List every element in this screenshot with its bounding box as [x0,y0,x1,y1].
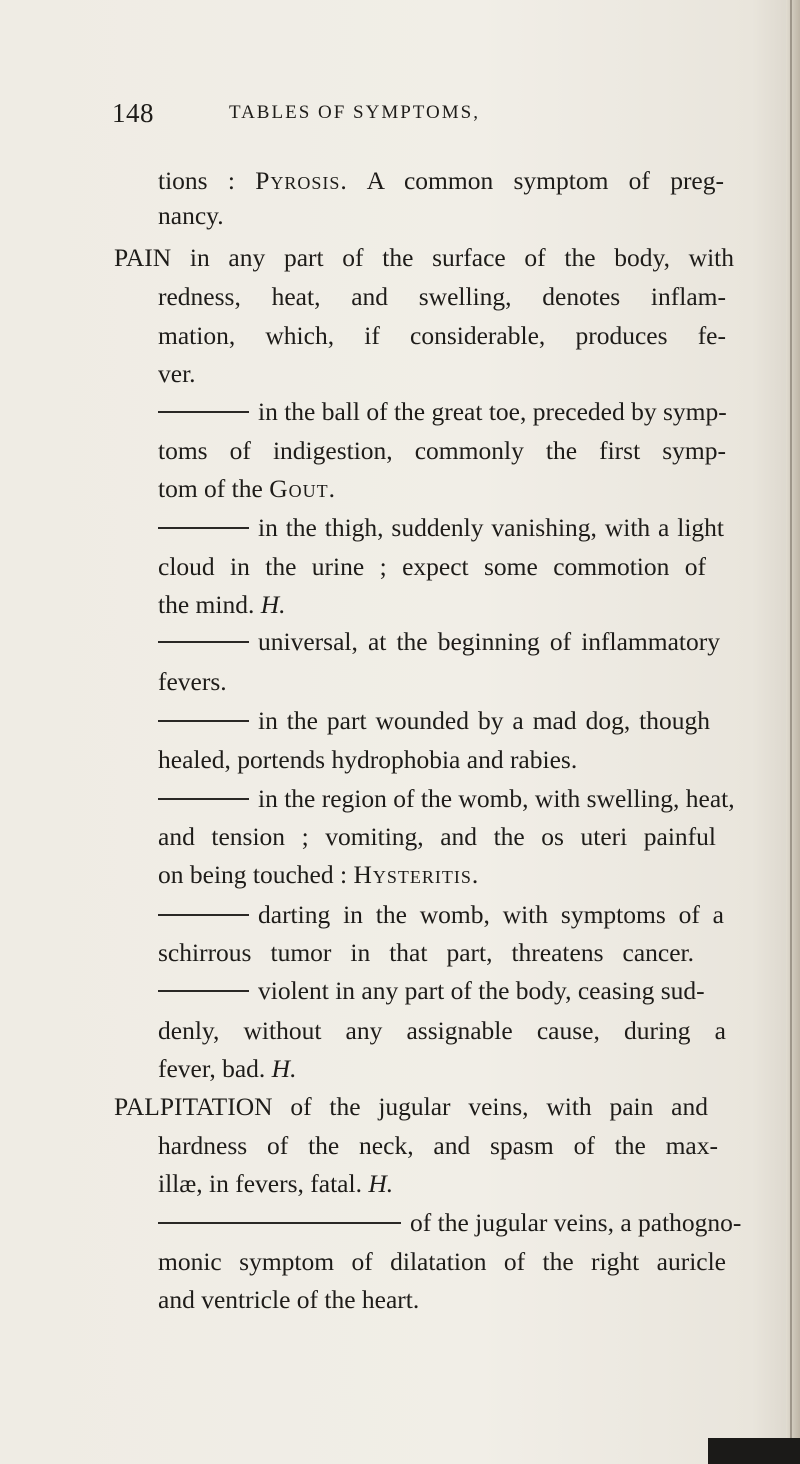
italic-reference: H. [271,1054,297,1083]
page-edge-line [790,0,792,1464]
text-line [114,1092,708,1122]
text-line [158,552,706,582]
text-line [158,938,694,968]
text-run: cloud in the urine ; expect some commotion of [158,552,706,581]
small-caps-term: Pyrosis. [255,166,348,195]
text-line [158,900,724,930]
text-run: tom of the [158,474,270,503]
text-line [158,976,705,1006]
text-line [158,706,710,736]
text-line [158,397,727,427]
ditto-dash [158,798,249,800]
text-run: denly, without any assignable cause, during a [158,1016,726,1045]
text-line [158,1169,393,1199]
text-run: fever, bad. [158,1054,272,1083]
page-edge-shadow [786,0,800,1464]
text-run: PALPITATION of the jugular veins, with pain and [114,1092,708,1121]
text-run: violent in any part of the body, ceasing sud- [258,976,705,1005]
ditto-dash [158,990,249,992]
page-number: 148 [112,98,154,128]
text-run: in the thigh, suddenly vanishing, with a light [258,513,724,542]
text-run: universal, at the beginning of inflammatory [258,627,720,656]
text-run: illæ, in fevers, fatal. [158,1169,369,1198]
text-run: toms of indigestion, commonly the first symp- [158,436,726,465]
text-line [158,1208,741,1238]
text-line [158,166,724,196]
ditto-dash [158,527,249,529]
italic-reference: H. [368,1169,394,1198]
text-run: PAIN in any part of the surface of the body, with [114,243,734,272]
text-line [158,1247,726,1277]
ditto-dash [158,720,249,722]
text-line [158,436,726,466]
text-run: fevers. [158,667,227,696]
text-run: the mind. [158,590,261,619]
text-line [114,243,734,273]
running-title: TABLES OF SYMPTOMS, [229,102,480,123]
text-run: in the ball of the great toe, preceded by symp- [258,397,727,426]
text-run: in the part wounded by a mad dog, though [258,706,710,735]
text-run: and tension ; vomiting, and the os uteri painful [158,822,716,851]
bottom-corner-mark [708,1438,800,1464]
text-line [158,627,720,657]
small-caps-term: Gout. [269,474,336,503]
text-run: monic symptom of dilatation of the right auricle [158,1247,726,1276]
italic-reference: H. [260,590,286,619]
text-line [158,1285,419,1315]
text-run: redness, heat, and swelling, denotes inflam- [158,282,726,311]
ditto-dash [158,411,249,413]
text-line [158,590,286,620]
text-line [158,745,577,775]
text-line [158,359,196,389]
text-line [158,513,724,543]
text-run: ver. [158,359,196,388]
text-line [158,321,726,351]
ditto-dash [158,1222,401,1224]
text-run: mation, which, if considerable, produces fe- [158,321,726,350]
text-run: of the jugular veins, a pathogno- [410,1208,742,1237]
text-run: on being touched : [158,860,354,889]
text-line [158,1131,718,1161]
text-run: darting in the womb, with symptoms of a [258,900,724,929]
text-run: nancy. [158,201,224,230]
text-run: and ventricle of the heart. [158,1285,420,1314]
text-line [158,860,479,890]
text-line [158,201,224,231]
text-run: A common symptom of preg- [347,166,724,195]
page-header [112,98,732,138]
text-run: hardness of the neck, and spasm of the max- [158,1131,718,1160]
ditto-dash [158,641,249,643]
text-line [158,1016,726,1046]
ditto-dash [158,914,249,916]
text-line [158,822,716,852]
text-line [158,474,336,504]
text-line [158,784,735,814]
text-run: schirrous tumor in that part, threatens cancer. [158,938,694,967]
text-line [158,282,726,312]
text-line [158,667,227,697]
text-run: healed, portends hydrophobia and rabies. [158,745,578,774]
text-run: tions : [158,166,256,195]
text-line [158,1054,296,1084]
text-run: in the region of the womb, with swelling, heat, [258,784,735,813]
small-caps-term: Hysteritis. [353,860,480,889]
